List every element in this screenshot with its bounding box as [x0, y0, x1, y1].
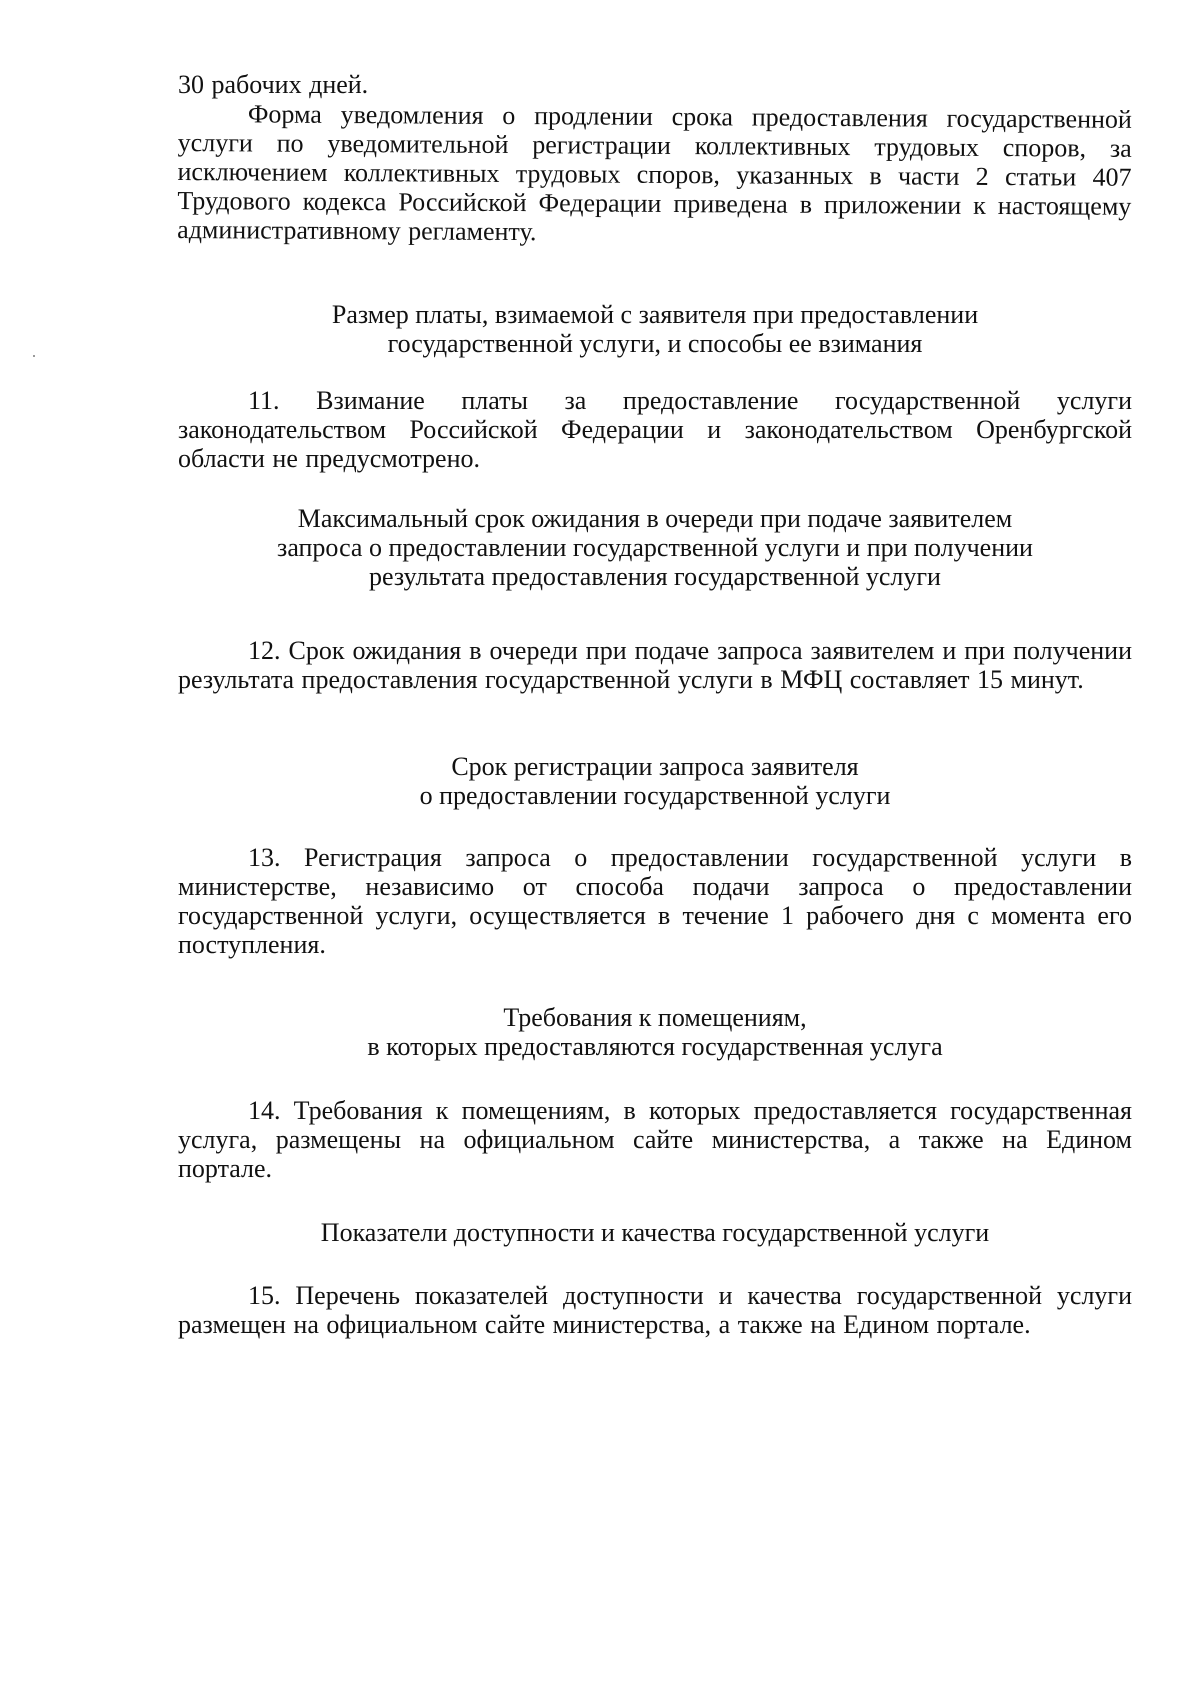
paragraph-13 — [178, 843, 1132, 959]
indicators-heading — [178, 1218, 1132, 1247]
heading-line: Показатели доступности и качества государственной услуги — [320, 1218, 990, 1247]
heading-line: результата предоставления государственной услуги — [369, 562, 941, 591]
fee-heading — [178, 300, 1132, 358]
heading-line: о предоставлении государственной услуги — [419, 781, 891, 810]
paragraph-14-text: 14. Требования к помещениям, в которых предоставляется государственная услуга, размещены на официальном сайте министерства, а также на Едином портале. — [178, 1096, 1132, 1183]
continuation-text: 30 рабочих дней. — [178, 70, 369, 99]
heading-line: государственной услуги, и способы ее взимания — [387, 329, 923, 358]
paragraph-15-text: 15. Перечень показателей доступности и качества государственной услуги размещен на официальном сайте министерства, а также на Едином портале. — [178, 1281, 1132, 1339]
scan-speck — [33, 355, 35, 357]
text-block-1 — [177, 70, 1132, 247]
paragraph-11 — [178, 386, 1132, 473]
queue-heading — [178, 504, 1132, 591]
paragraph-13-text: 13. Регистрация запроса о предоставлении государственной услуги в министерстве, независимо от способа подачи запроса о предоставлении государственной услуги, осуществляется в течение 1 рабочего дня с момента его поступления. — [178, 843, 1132, 959]
premises-heading — [178, 1003, 1132, 1061]
heading-line: Срок регистрации запроса заявителя — [451, 752, 859, 781]
paragraph-11-text: 11. Взимание платы за предоставление государственной услуги законодательством Российской Федерации и законодательством Оренбургской области не предусмотрено. — [178, 386, 1132, 473]
heading-line: в которых предоставляются государственная услуга — [367, 1032, 943, 1061]
form-notice-paragraph: Форма уведомления о продлении срока предоставления государственной услуги по уведомительной регистрации коллективных трудовых споров, за исключением коллективных трудовых споров, указанных в части 2 статьи 407 Трудового кодекса Российской Федерации приведена в приложении к настоящему административному регламенту. — [177, 99, 1132, 247]
heading-line: Максимальный срок ожидания в очереди при подаче заявителем — [297, 504, 1013, 533]
paragraph-15 — [178, 1281, 1132, 1339]
paragraph-12-text: 12. Срок ожидания в очереди при подаче запроса заявителем и при получении результата предоставления государственной услуги в МФЦ составляет 15 минут. — [178, 636, 1132, 694]
heading-line: Требования к помещениям, — [503, 1003, 807, 1032]
registration-heading — [178, 752, 1132, 810]
heading-line: запроса о предоставлении государственной услуги и при получении — [277, 533, 1033, 562]
heading-line: Размер платы, взимаемой с заявителя при предоставлении — [331, 300, 979, 329]
paragraph-14 — [178, 1096, 1132, 1183]
paragraph-12 — [178, 636, 1132, 694]
